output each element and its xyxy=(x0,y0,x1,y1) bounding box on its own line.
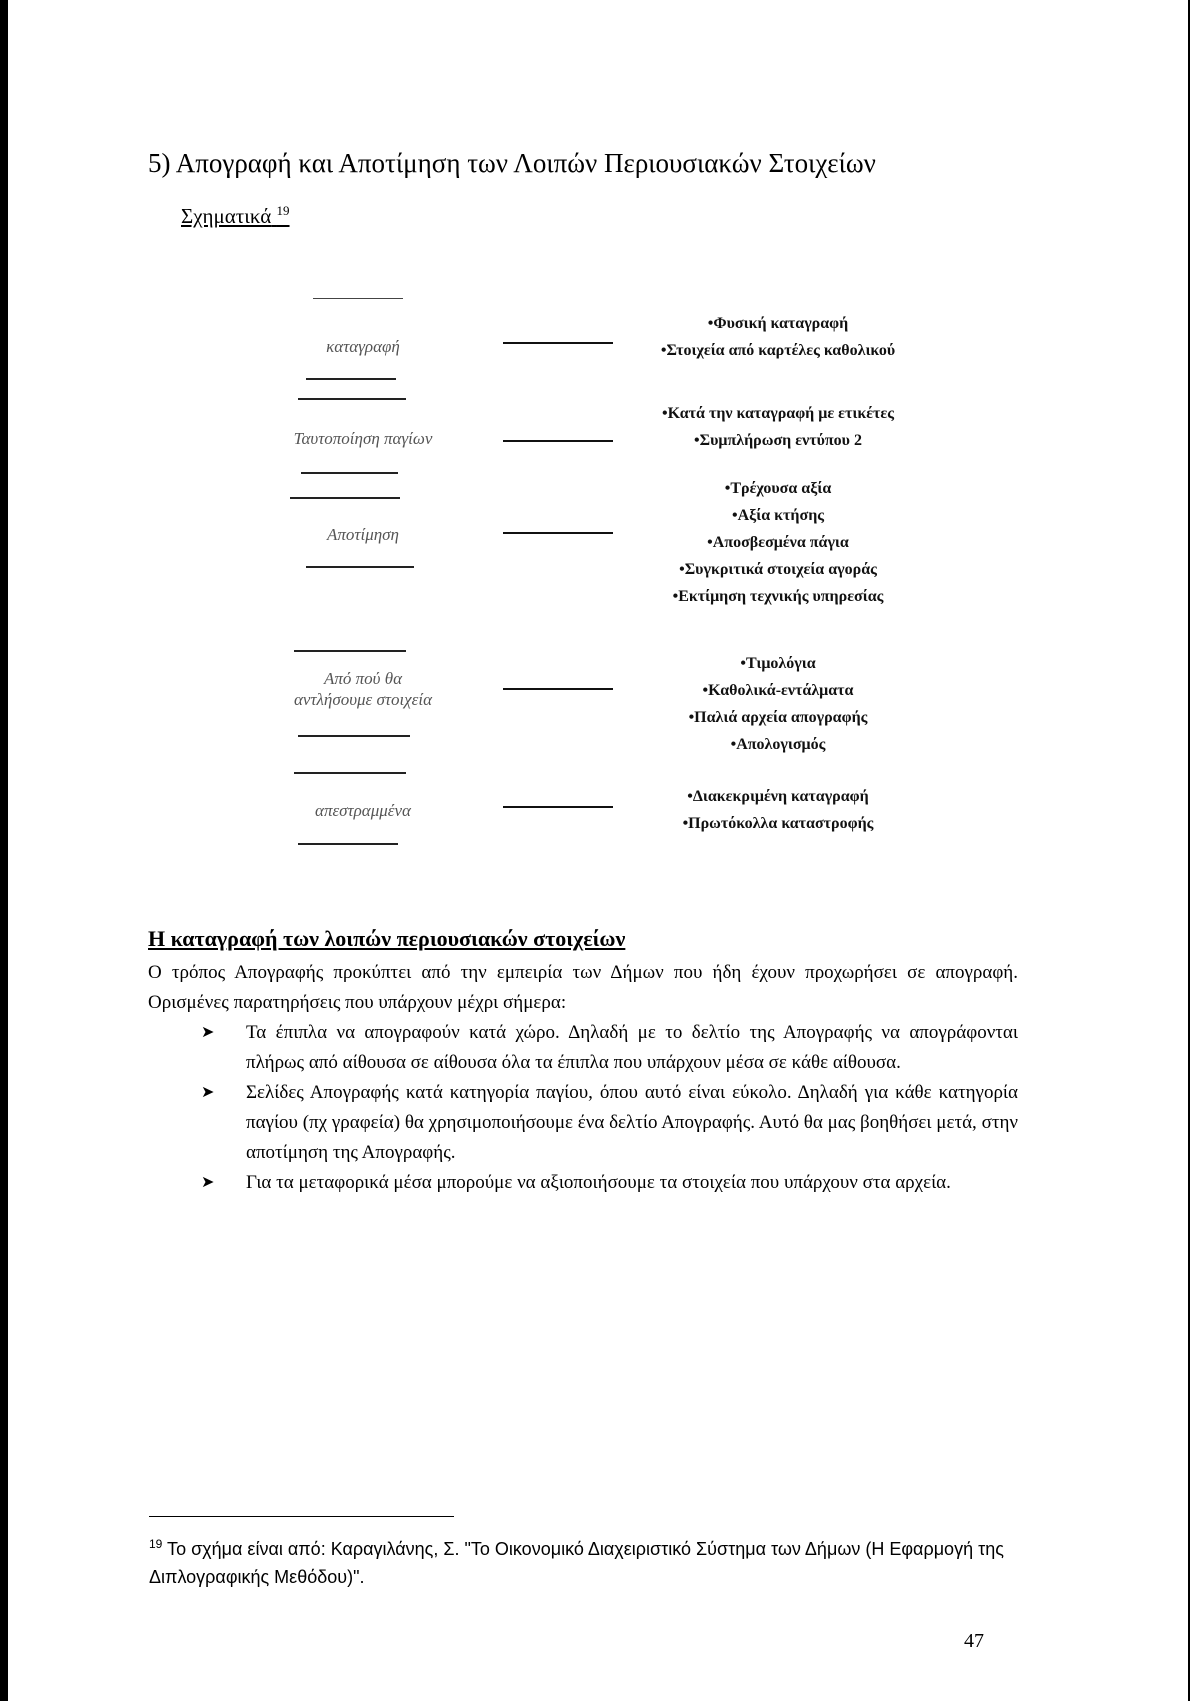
bullet-text: Σελίδες Απογραφής κατά κατηγορία παγίου, όπου αυτό είναι εύκολο. Δηλαδή για κάθε κατηγορία παγίου (πχ γραφεία) θα χρησιμοποιήσουμε ένα δελτίο Απογραφής. Αυτό θα μας βοηθήσει μετά, στην αποτίμηση της Απογραφής. xyxy=(246,1082,1018,1163)
arrow-bullet-icon: ➤ xyxy=(201,1024,215,1041)
label-rule xyxy=(298,735,410,737)
diagram-group xyxy=(568,650,988,758)
bullet-list xyxy=(148,1018,1018,1198)
label-rule xyxy=(301,472,398,474)
diagram-item: •Τρέχουσα αξία xyxy=(724,480,832,497)
diagram-item: •Πρωτόκολλα καταστροφής xyxy=(682,815,874,832)
diagram-left-label: Από πού θα αντλήσουμε στοιχεία xyxy=(293,669,433,709)
list-item xyxy=(148,1018,1018,1078)
footnote-text: Το σχήμα είναι από: Καραγιλάνης, Σ. "Το Οικονομικό Διαχειριστικό Σύστημα των Δήμων (Η Εφαρμογή της Διπλογραφικής Μεθόδου)". xyxy=(149,1539,1004,1587)
footnote-number: 19 xyxy=(149,1537,163,1551)
bullet-text: Για τα μεταφορικά μέσα μπορούμε να αξιοποιήσουμε τα στοιχεία που υπάρχουν στα αρχεία. xyxy=(246,1172,951,1193)
diagram-group xyxy=(568,400,988,454)
diagram-item: •Συμπλήρωση εντύπου 2 xyxy=(694,432,862,449)
footnote-separator xyxy=(149,1516,454,1517)
diagram-item: •Αξία κτήσης xyxy=(731,507,825,524)
diagram-item: •Συγκριτικά στοιχεία αγοράς xyxy=(679,561,877,578)
diagram-item: •Απολογισμός xyxy=(730,736,826,753)
diagram-item: •Καθολικά-εντάλματα xyxy=(702,682,854,699)
diagram-group xyxy=(568,783,988,837)
footnote-ref: 19 xyxy=(276,203,290,218)
label-rule xyxy=(294,650,406,652)
section-title: Η καταγραφή των λοιπών περιουσιακών στοιχείων xyxy=(148,926,626,951)
diagram-item: •Φυσική καταγραφή xyxy=(707,315,849,332)
section-intro: Ο τρόπος Απογραφής προκύπτει από την εμπειρία των Δήμων που ήδη έχουν προχωρήσει σε απογραφή. Ορισμένες παρατηρήσεις που υπάρχουν μέχρι σήμερα: xyxy=(148,962,1018,1013)
diagram-item: •Τιμολόγια xyxy=(740,655,816,672)
label-rule xyxy=(306,566,414,568)
label-rule xyxy=(294,772,406,774)
diagram-group xyxy=(568,475,988,610)
footnote xyxy=(149,1530,1029,1591)
page-number: 47 xyxy=(964,1630,984,1652)
diagram-item: •Αποσβεσμένα πάγια xyxy=(707,534,849,551)
diagram-item: •Παλιά αρχεία απογραφής xyxy=(688,709,868,726)
list-item xyxy=(148,1078,1018,1168)
arrow-bullet-icon: ➤ xyxy=(201,1084,215,1101)
diagram-item: •Εκτίμηση τεχνικής υπηρεσίας xyxy=(672,588,884,605)
label-rule xyxy=(313,298,403,299)
subheading-text: Σχηματικά xyxy=(181,204,272,228)
diagram-group xyxy=(568,310,988,364)
label-rule xyxy=(306,378,396,380)
diagram-left-label: Αποτίμηση xyxy=(327,525,399,544)
arrow-bullet-icon: ➤ xyxy=(201,1174,215,1191)
diagram-left-label: Ταυτοποίηση παγίων xyxy=(293,429,433,448)
subheading xyxy=(181,203,290,229)
diagram-item: •Διακεκριμένη καταγραφή xyxy=(687,788,869,805)
label-rule xyxy=(298,398,406,400)
diagram-item: •Κατά την καταγραφή με ετικέτες xyxy=(661,405,895,422)
diagram-left-label: απεστραμμένα xyxy=(315,801,411,820)
page-heading: 5) Απογραφή και Αποτίμηση των Λοιπών Περιουσιακών Στοιχείων xyxy=(148,148,876,178)
label-rule xyxy=(298,843,398,845)
section-body xyxy=(148,958,1018,1198)
diagram-left-label: καταγραφή xyxy=(326,337,400,356)
document-page xyxy=(8,0,1188,1701)
diagram-item: •Στοιχεία από καρτέλες καθολικού xyxy=(660,342,896,359)
list-item xyxy=(148,1168,1018,1198)
bullet-text: Τα έπιπλα να απογραφούν κατά χώρο. Δηλαδή με το δελτίο της Απογραφής να απογράφονται πλήρως από αίθουσα σε αίθουσα όλα τα έπιπλα που υπάρχουν μέσα σε κάθε αίθουσα. xyxy=(246,1022,1018,1073)
label-rule xyxy=(290,497,400,499)
